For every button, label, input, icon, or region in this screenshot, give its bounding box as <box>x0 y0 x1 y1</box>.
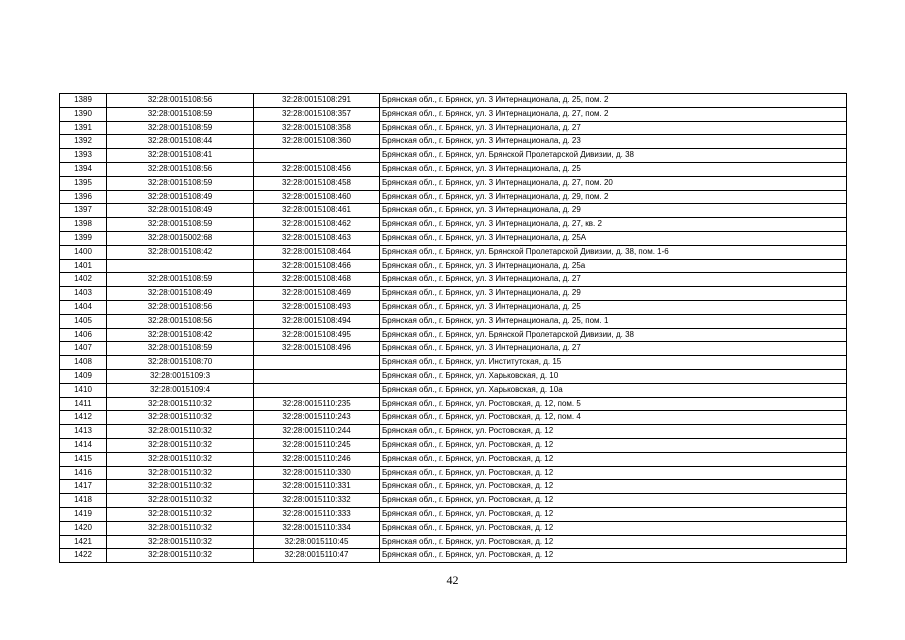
table-row <box>60 383 847 397</box>
parcel-cadastral-number-cell: 32:28:0015108:41 <box>107 149 254 163</box>
row-number-cell: 1422 <box>60 549 107 563</box>
object-cadastral-number-cell: 32:28:0015108:494 <box>254 314 380 328</box>
parcel-cadastral-number-cell: 32:28:0015110:32 <box>107 549 254 563</box>
parcel-cadastral-number-cell: 32:28:0015109:3 <box>107 369 254 383</box>
object-cadastral-number-cell: 32:28:0015110:244 <box>254 425 380 439</box>
parcel-cadastral-number-cell: 32:28:0015110:32 <box>107 466 254 480</box>
table-row <box>60 480 847 494</box>
object-cadastral-number-cell: 32:28:0015108:460 <box>254 190 380 204</box>
object-cadastral-number-cell: 32:28:0015110:246 <box>254 452 380 466</box>
object-cadastral-number-cell: 32:28:0015108:360 <box>254 135 380 149</box>
object-cadastral-number-cell: 32:28:0015110:45 <box>254 535 380 549</box>
row-number-cell: 1403 <box>60 287 107 301</box>
object-cadastral-number-cell: 32:28:0015110:47 <box>254 549 380 563</box>
table-row <box>60 507 847 521</box>
row-number-cell: 1407 <box>60 342 107 356</box>
address-cell: Брянская обл., г. Брянск, ул. Харьковская, д. 10 <box>380 369 847 383</box>
object-cadastral-number-cell: 32:28:0015110:245 <box>254 438 380 452</box>
parcel-cadastral-number-cell: 32:28:0015108:59 <box>107 121 254 135</box>
object-cadastral-number-cell: 32:28:0015108:463 <box>254 231 380 245</box>
row-number-cell: 1394 <box>60 162 107 176</box>
registry-table-body <box>60 94 847 563</box>
table-row <box>60 425 847 439</box>
row-number-cell: 1409 <box>60 369 107 383</box>
object-cadastral-number-cell: 32:28:0015110:332 <box>254 494 380 508</box>
page-number: 42 <box>446 573 459 587</box>
object-cadastral-number-cell: 32:28:0015108:466 <box>254 259 380 273</box>
address-cell: Брянская обл., г. Брянск, ул. 3 Интернационала, д. 27, пом. 20 <box>380 176 847 190</box>
object-cadastral-number-cell <box>254 369 380 383</box>
object-cadastral-number-cell: 32:28:0015108:357 <box>254 107 380 121</box>
table-row <box>60 121 847 135</box>
address-cell: Брянская обл., г. Брянск, ул. 3 Интернационала, д. 27 <box>380 273 847 287</box>
row-number-cell: 1416 <box>60 466 107 480</box>
row-number-cell: 1401 <box>60 259 107 273</box>
row-number-cell: 1400 <box>60 245 107 259</box>
address-cell: Брянская обл., г. Брянск, ул. 3 Интернационала, д. 25, пом. 2 <box>380 94 847 108</box>
row-number-cell: 1417 <box>60 480 107 494</box>
table-row <box>60 300 847 314</box>
table-row <box>60 438 847 452</box>
table-row <box>60 259 847 273</box>
table-row <box>60 204 847 218</box>
row-number-cell: 1414 <box>60 438 107 452</box>
address-cell: Брянская обл., г. Брянск, ул. 3 Интернационала, д. 25А <box>380 231 847 245</box>
address-cell: Брянская обл., г. Брянск, ул. Ростовская, д. 12 <box>380 549 847 563</box>
table-row <box>60 549 847 563</box>
row-number-cell: 1404 <box>60 300 107 314</box>
address-cell: Брянская обл., г. Брянск, ул. Ростовская, д. 12 <box>380 507 847 521</box>
address-cell: Брянская обл., г. Брянск, ул. 3 Интернационала, д. 29 <box>380 287 847 301</box>
row-number-cell: 1390 <box>60 107 107 121</box>
row-number-cell: 1399 <box>60 231 107 245</box>
address-cell: Брянская обл., г. Брянск, ул. 3 Интернационала, д. 25 <box>380 300 847 314</box>
row-number-cell: 1398 <box>60 218 107 232</box>
parcel-cadastral-number-cell: 32:28:0015108:42 <box>107 328 254 342</box>
parcel-cadastral-number-cell: 32:28:0015110:32 <box>107 397 254 411</box>
table-row <box>60 494 847 508</box>
address-cell: Брянская обл., г. Брянск, ул. 3 Интернационала, д. 27, кв. 2 <box>380 218 847 232</box>
address-cell: Брянская обл., г. Брянск, ул. Ростовская, д. 12, пом. 5 <box>380 397 847 411</box>
parcel-cadastral-number-cell: 32:28:0015108:49 <box>107 204 254 218</box>
object-cadastral-number-cell <box>254 356 380 370</box>
row-number-cell: 1419 <box>60 507 107 521</box>
table-row <box>60 218 847 232</box>
table-row <box>60 521 847 535</box>
table-row <box>60 452 847 466</box>
parcel-cadastral-number-cell: 32:28:0015108:59 <box>107 176 254 190</box>
address-cell: Брянская обл., г. Брянск, ул. Ростовская, д. 12 <box>380 438 847 452</box>
table-row <box>60 162 847 176</box>
object-cadastral-number-cell: 32:28:0015110:235 <box>254 397 380 411</box>
row-number-cell: 1395 <box>60 176 107 190</box>
object-cadastral-number-cell: 32:28:0015110:243 <box>254 411 380 425</box>
address-cell: Брянская обл., г. Брянск, ул. 3 Интернационала, д. 25 <box>380 162 847 176</box>
row-number-cell: 1402 <box>60 273 107 287</box>
row-number-cell: 1392 <box>60 135 107 149</box>
row-number-cell: 1420 <box>60 521 107 535</box>
address-cell: Брянская обл., г. Брянск, ул. Институтская, д. 15 <box>380 356 847 370</box>
table-row <box>60 397 847 411</box>
parcel-cadastral-number-cell: 32:28:0015108:70 <box>107 356 254 370</box>
parcel-cadastral-number-cell: 32:28:0015110:32 <box>107 452 254 466</box>
table-row <box>60 466 847 480</box>
address-cell: Брянская обл., г. Брянск, ул. 3 Интернационала, д. 29 <box>380 204 847 218</box>
object-cadastral-number-cell: 32:28:0015110:330 <box>254 466 380 480</box>
object-cadastral-number-cell: 32:28:0015110:333 <box>254 507 380 521</box>
address-cell: Брянская обл., г. Брянск, ул. 3 Интернационала, д. 25, пом. 1 <box>380 314 847 328</box>
parcel-cadastral-number-cell: 32:28:0015110:32 <box>107 521 254 535</box>
object-cadastral-number-cell <box>254 383 380 397</box>
address-cell: Брянская обл., г. Брянск, ул. Брянской Пролетарской Дивизии, д. 38 <box>380 328 847 342</box>
object-cadastral-number-cell: 32:28:0015108:358 <box>254 121 380 135</box>
object-cadastral-number-cell: 32:28:0015108:464 <box>254 245 380 259</box>
address-cell: Брянская обл., г. Брянск, ул. Ростовская, д. 12 <box>380 521 847 535</box>
row-number-cell: 1406 <box>60 328 107 342</box>
row-number-cell: 1391 <box>60 121 107 135</box>
object-cadastral-number-cell: 32:28:0015108:469 <box>254 287 380 301</box>
table-row <box>60 369 847 383</box>
row-number-cell: 1410 <box>60 383 107 397</box>
row-number-cell: 1389 <box>60 94 107 108</box>
row-number-cell: 1418 <box>60 494 107 508</box>
address-cell: Брянская обл., г. Брянск, ул. 3 Интернационала, д. 25а <box>380 259 847 273</box>
table-row <box>60 107 847 121</box>
table-row <box>60 94 847 108</box>
parcel-cadastral-number-cell: 32:28:0015108:56 <box>107 162 254 176</box>
address-cell: Брянская обл., г. Брянск, ул. Ростовская, д. 12, пом. 4 <box>380 411 847 425</box>
parcel-cadastral-number-cell: 32:28:0015108:59 <box>107 342 254 356</box>
object-cadastral-number-cell: 32:28:0015110:334 <box>254 521 380 535</box>
table-row <box>60 231 847 245</box>
row-number-cell: 1412 <box>60 411 107 425</box>
table-row <box>60 149 847 163</box>
row-number-cell: 1411 <box>60 397 107 411</box>
parcel-cadastral-number-cell: 32:28:0015110:32 <box>107 494 254 508</box>
address-cell: Брянская обл., г. Брянск, ул. 3 Интернационала, д. 29, пом. 2 <box>380 190 847 204</box>
parcel-cadastral-number-cell: 32:28:0015108:42 <box>107 245 254 259</box>
table-row <box>60 535 847 549</box>
parcel-cadastral-number-cell: 32:28:0015108:56 <box>107 314 254 328</box>
address-cell: Брянская обл., г. Брянск, ул. Ростовская, д. 12 <box>380 480 847 494</box>
address-cell: Брянская обл., г. Брянск, ул. Харьковская, д. 10а <box>380 383 847 397</box>
address-cell: Брянская обл., г. Брянск, ул. Ростовская, д. 12 <box>380 494 847 508</box>
object-cadastral-number-cell: 32:28:0015108:291 <box>254 94 380 108</box>
parcel-cadastral-number-cell: 32:28:0015108:49 <box>107 190 254 204</box>
address-cell: Брянская обл., г. Брянск, ул. Ростовская, д. 12 <box>380 535 847 549</box>
table-row <box>60 176 847 190</box>
row-number-cell: 1396 <box>60 190 107 204</box>
table-row <box>60 411 847 425</box>
table-row <box>60 356 847 370</box>
row-number-cell: 1393 <box>60 149 107 163</box>
address-cell: Брянская обл., г. Брянск, ул. Брянской Пролетарской Дивизии, д. 38, пом. 1-6 <box>380 245 847 259</box>
object-cadastral-number-cell: 32:28:0015108:456 <box>254 162 380 176</box>
parcel-cadastral-number-cell: 32:28:0015110:32 <box>107 425 254 439</box>
table-row <box>60 135 847 149</box>
parcel-cadastral-number-cell: 32:28:0015108:59 <box>107 107 254 121</box>
object-cadastral-number-cell: 32:28:0015108:496 <box>254 342 380 356</box>
object-cadastral-number-cell: 32:28:0015108:495 <box>254 328 380 342</box>
parcel-cadastral-number-cell: 32:28:0015108:44 <box>107 135 254 149</box>
object-cadastral-number-cell <box>254 149 380 163</box>
table-row <box>60 342 847 356</box>
object-cadastral-number-cell: 32:28:0015108:462 <box>254 218 380 232</box>
registry-table <box>59 93 847 563</box>
parcel-cadastral-number-cell: 32:28:0015110:32 <box>107 535 254 549</box>
row-number-cell: 1413 <box>60 425 107 439</box>
parcel-cadastral-number-cell: 32:28:0015108:56 <box>107 94 254 108</box>
table-row <box>60 314 847 328</box>
parcel-cadastral-number-cell: 32:28:0015110:32 <box>107 438 254 452</box>
parcel-cadastral-number-cell: 32:28:0015110:32 <box>107 411 254 425</box>
row-number-cell: 1408 <box>60 356 107 370</box>
table-row <box>60 328 847 342</box>
table-row <box>60 287 847 301</box>
address-cell: Брянская обл., г. Брянск, ул. 3 Интернационала, д. 27 <box>380 342 847 356</box>
object-cadastral-number-cell: 32:28:0015108:468 <box>254 273 380 287</box>
object-cadastral-number-cell: 32:28:0015110:331 <box>254 480 380 494</box>
address-cell: Брянская обл., г. Брянск, ул. 3 Интернационала, д. 27 <box>380 121 847 135</box>
parcel-cadastral-number-cell: 32:28:0015110:32 <box>107 507 254 521</box>
address-cell: Брянская обл., г. Брянск, ул. Ростовская, д. 12 <box>380 466 847 480</box>
address-cell: Брянская обл., г. Брянск, ул. Ростовская, д. 12 <box>380 452 847 466</box>
parcel-cadastral-number-cell <box>107 259 254 273</box>
parcel-cadastral-number-cell: 32:28:0015108:59 <box>107 218 254 232</box>
table-row <box>60 190 847 204</box>
parcel-cadastral-number-cell: 32:28:0015002:68 <box>107 231 254 245</box>
table-row <box>60 273 847 287</box>
parcel-cadastral-number-cell: 32:28:0015109:4 <box>107 383 254 397</box>
parcel-cadastral-number-cell: 32:28:0015110:32 <box>107 480 254 494</box>
address-cell: Брянская обл., г. Брянск, ул. 3 Интернационала, д. 23 <box>380 135 847 149</box>
table-row <box>60 245 847 259</box>
address-cell: Брянская обл., г. Брянск, ул. Ростовская, д. 12 <box>380 425 847 439</box>
row-number-cell: 1397 <box>60 204 107 218</box>
row-number-cell: 1421 <box>60 535 107 549</box>
object-cadastral-number-cell: 32:28:0015108:458 <box>254 176 380 190</box>
row-number-cell: 1405 <box>60 314 107 328</box>
address-cell: Брянская обл., г. Брянск, ул. 3 Интернационала, д. 27, пом. 2 <box>380 107 847 121</box>
row-number-cell: 1415 <box>60 452 107 466</box>
object-cadastral-number-cell: 32:28:0015108:493 <box>254 300 380 314</box>
parcel-cadastral-number-cell: 32:28:0015108:49 <box>107 287 254 301</box>
parcel-cadastral-number-cell: 32:28:0015108:56 <box>107 300 254 314</box>
address-cell: Брянская обл., г. Брянск, ул. Брянской Пролетарской Дивизии, д. 38 <box>380 149 847 163</box>
object-cadastral-number-cell: 32:28:0015108:461 <box>254 204 380 218</box>
parcel-cadastral-number-cell: 32:28:0015108:59 <box>107 273 254 287</box>
